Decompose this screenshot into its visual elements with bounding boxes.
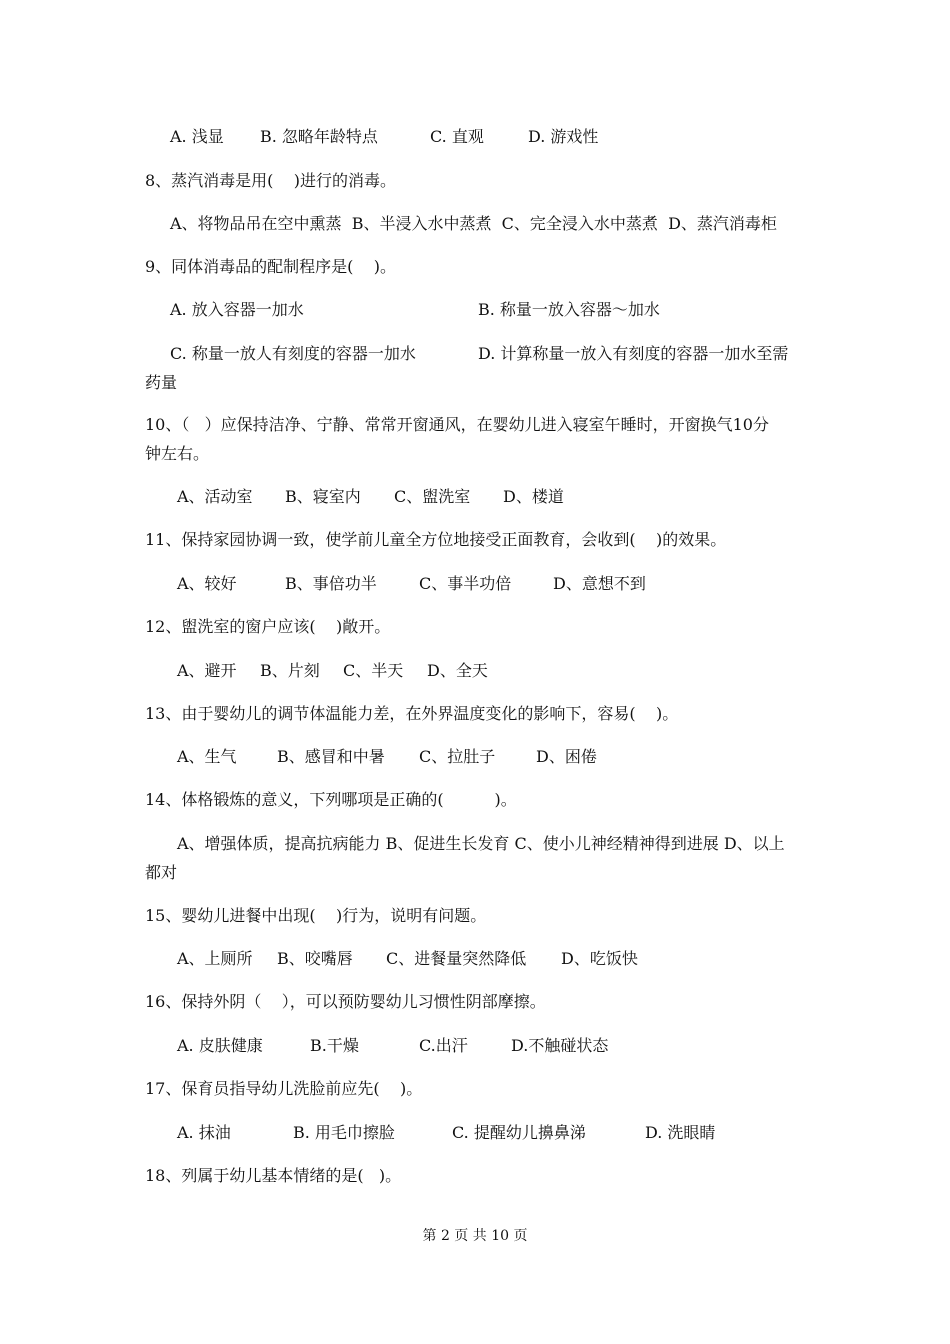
- q17-option-a: A. 抹油: [177, 1123, 231, 1142]
- q15-option-c: C、进餐量突然降低: [386, 949, 527, 968]
- q15-option-a: A、上厕所: [177, 949, 253, 968]
- q12-option-a: A、避开: [177, 661, 237, 680]
- q11-option-b: B、事倍功半: [285, 574, 377, 593]
- q13-option-c: C、拉肚子: [419, 747, 496, 766]
- q9-option-d: D. 计算称量一放入有刻度的容器一加水至需: [478, 344, 789, 363]
- q16-option-a: A. 皮肤健康: [177, 1036, 263, 1055]
- q7-option-b: B. 忽略年龄特点: [260, 127, 378, 146]
- question-9: 9、同体消毒品的配制程序是( )。: [145, 257, 397, 276]
- q11-option-d: D、意想不到: [553, 574, 646, 593]
- q15-option-b: B、咬嘴唇: [277, 949, 353, 968]
- q7-option-c: C. 直观: [430, 127, 484, 146]
- q13-option-b: B、感冒和中暑: [277, 747, 385, 766]
- question-13: 13、由于婴幼儿的调节体温能力差，在外界温度变化的影响下，容易( )。: [145, 704, 679, 723]
- q11-option-c: C、事半功倍: [419, 574, 512, 593]
- question-16: 16、保持外阴（ ），可以预防婴幼儿习惯性阴部摩擦。: [145, 992, 546, 1011]
- q12-option-c: C、半天: [343, 661, 404, 680]
- question-10-continued: 钟左右。: [145, 444, 210, 463]
- q16-option-d: D.不触碰状态: [511, 1036, 609, 1055]
- q12-option-d: D、全天: [427, 661, 488, 680]
- q9-option-d-continued: 药量: [145, 373, 178, 392]
- q17-option-c: C. 提醒幼儿擤鼻涕: [452, 1123, 586, 1142]
- q10-option-a: A、活动室: [177, 487, 253, 506]
- q9-option-b: B. 称量一放入容器～加水: [478, 300, 660, 319]
- q10-option-b: B、寝室内: [285, 487, 361, 506]
- question-10: 10、（ ）应保持洁净、宁静、常常开窗通风，在婴幼儿进入寝室午睡时，开窗换气10分: [145, 415, 769, 434]
- question-8: 8、蒸汽消毒是用( )进行的消毒。: [145, 171, 397, 190]
- q12-option-b: B、片刻: [260, 661, 320, 680]
- question-11: 11、保持家园协调一致，使学前儿童全方位地接受正面教育，会收到( )的效果。: [145, 530, 727, 549]
- q8-options: A、将物品吊在空中熏蒸 B、半浸入水中蒸煮 C、完全浸入水中蒸煮 D、蒸汽消毒柜: [170, 214, 777, 233]
- question-14: 14、体格锻炼的意义，下列哪项是正确的( )。: [145, 790, 517, 809]
- q10-option-d: D、楼道: [503, 487, 564, 506]
- q11-option-a: A、较好: [177, 574, 237, 593]
- question-17: 17、保育员指导幼儿洗脸前应先( )。: [145, 1079, 423, 1098]
- q17-option-b: B. 用毛巾擦脸: [293, 1123, 395, 1142]
- q13-option-a: A、生气: [177, 747, 237, 766]
- q7-option-a: A. 浅显: [170, 127, 224, 146]
- page-number-footer: 第 2 页 共 10 页: [422, 1228, 528, 1244]
- q14-options: A、增强体质，提高抗病能力 B、促进生长发育 C、使小儿神经精神得到进展 D、以上: [177, 834, 785, 853]
- q10-option-c: C、盥洗室: [394, 487, 471, 506]
- q17-option-d: D. 洗眼睛: [645, 1123, 716, 1142]
- q16-option-b: B.干燥: [310, 1036, 359, 1055]
- q16-option-c: C.出汗: [419, 1036, 468, 1055]
- question-15: 15、婴幼儿进餐中出现( )行为，说明有问题。: [145, 906, 487, 925]
- question-18: 18、列属于幼儿基本情绪的是( )。: [145, 1166, 402, 1185]
- question-12: 12、盥洗室的窗户应该( )敞开。: [145, 617, 391, 636]
- q13-option-d: D、困倦: [536, 747, 597, 766]
- q15-option-d: D、吃饭快: [561, 949, 638, 968]
- q9-option-a: A. 放入容器一加水: [170, 300, 304, 319]
- q14-options-continued: 都对: [145, 863, 178, 882]
- q7-option-d: D. 游戏性: [528, 127, 599, 146]
- q9-option-c: C. 称量一放人有刻度的容器一加水: [170, 344, 416, 363]
